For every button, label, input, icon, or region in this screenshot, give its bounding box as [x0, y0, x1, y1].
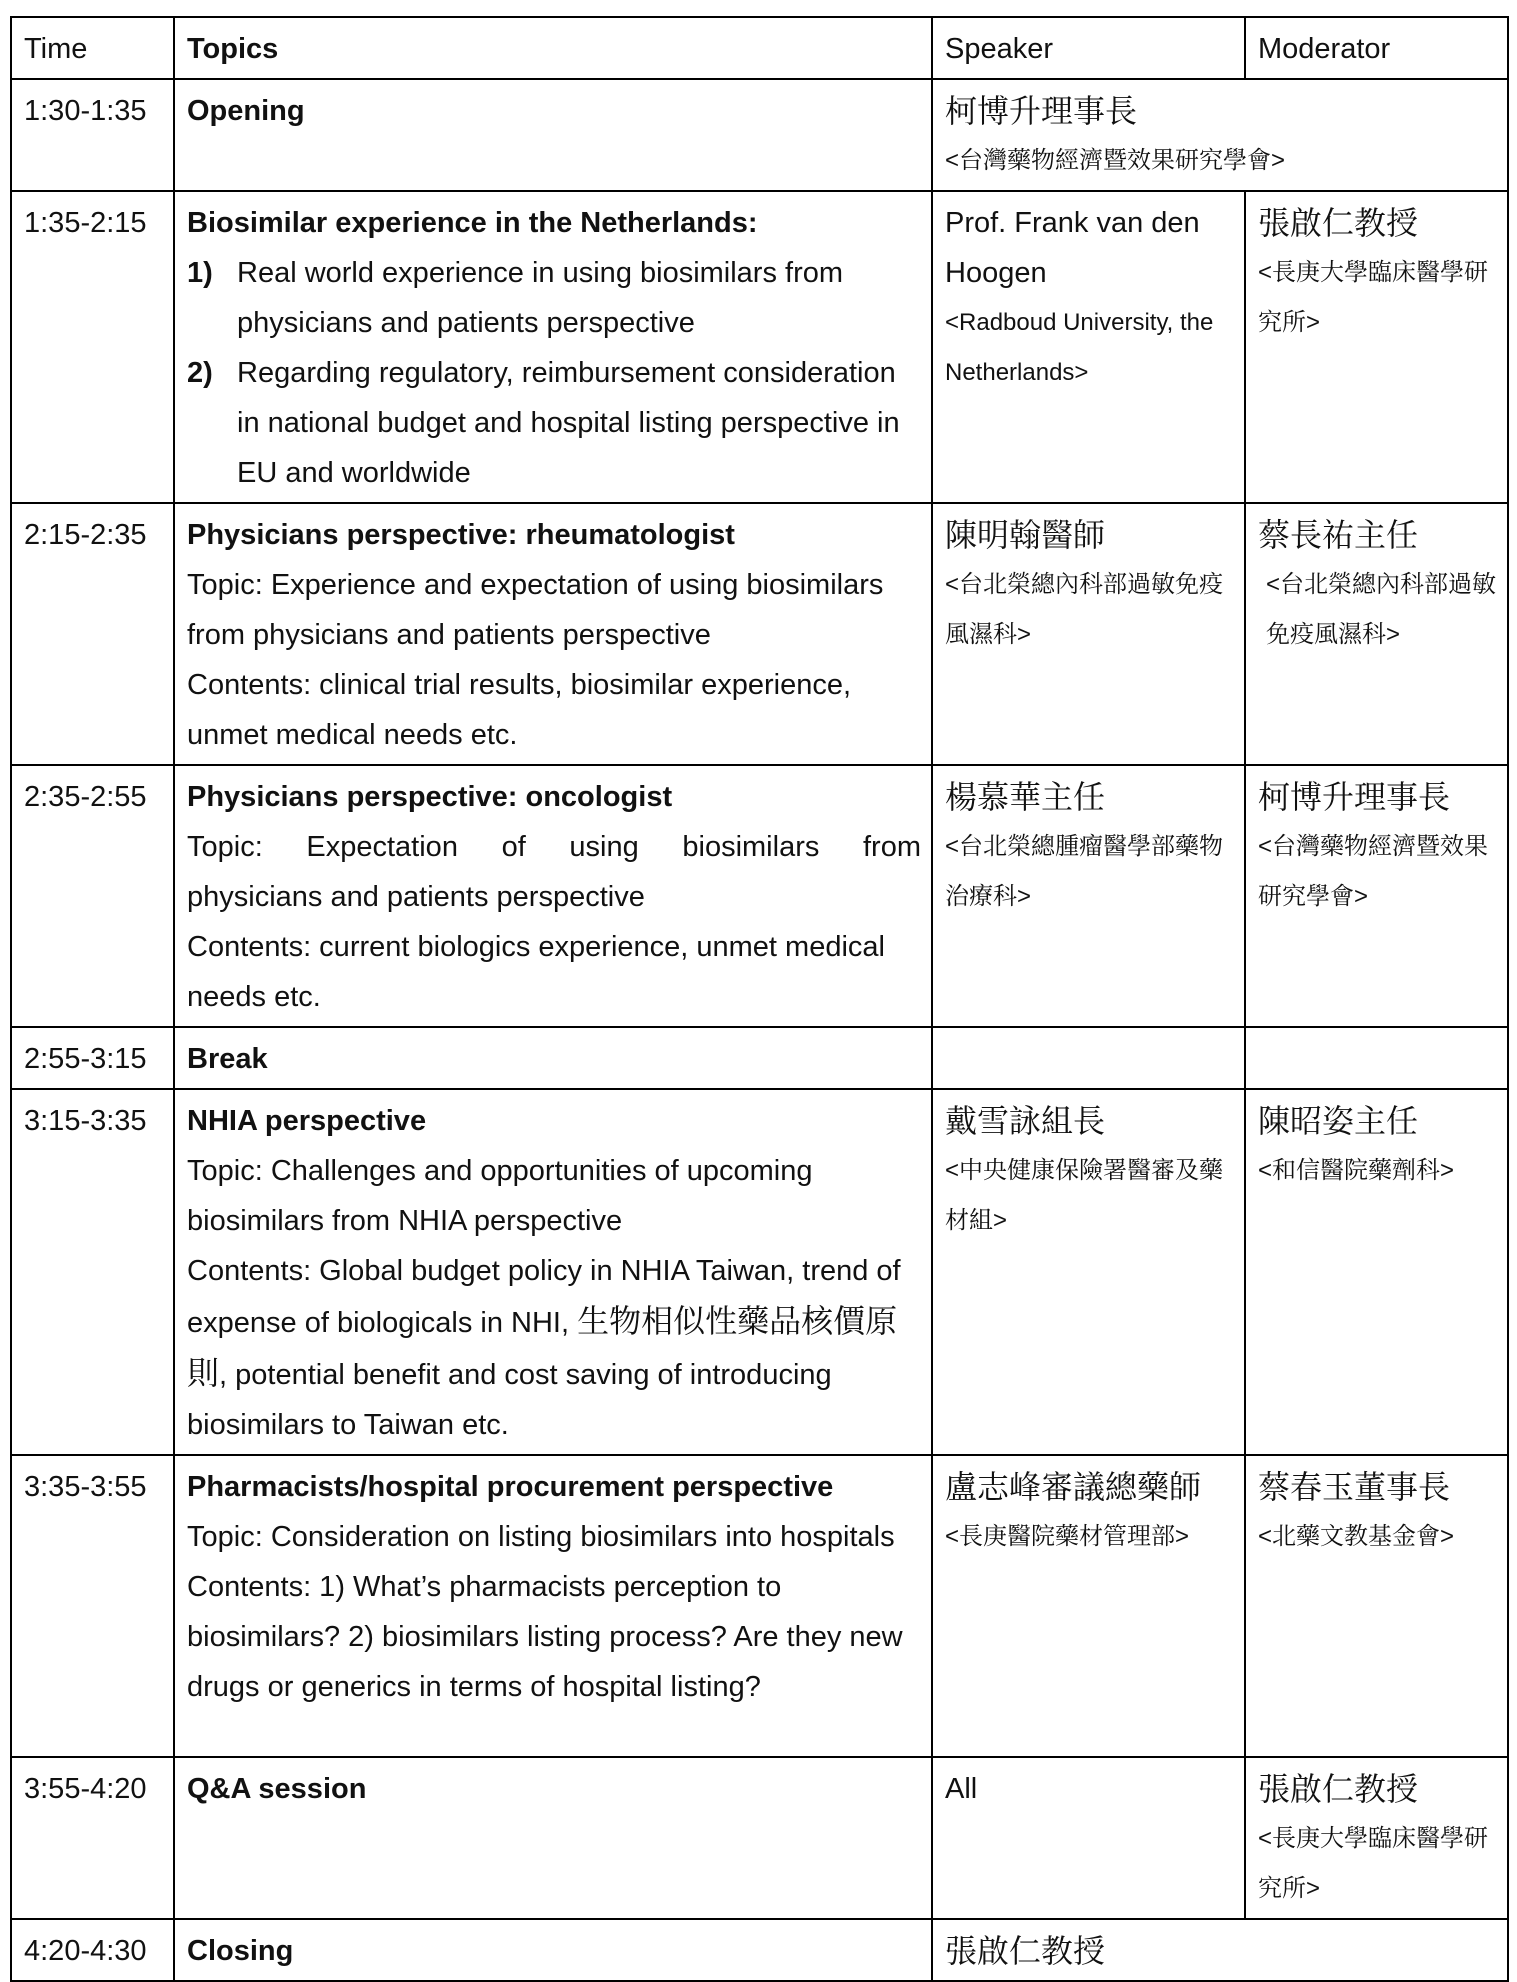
moderator-name: 張啟仁教授: [1258, 205, 1419, 241]
row-time: 2:15-2:35: [11, 503, 174, 765]
row-topic: [174, 1919, 932, 1981]
row-time: 3:15-3:35: [11, 1089, 174, 1455]
speaker-name: 張啟仁教授: [945, 1933, 1106, 1969]
list-text: Real world experience in using biosimilars from physicians and patients perspective: [237, 257, 844, 339]
speaker-name: 戴雪詠組長: [945, 1103, 1106, 1139]
row-moderator: [1245, 1089, 1508, 1455]
row-title: Pharmacists/hospital procurement perspective: [187, 1471, 834, 1503]
speaker-name: 楊慕華主任: [945, 779, 1106, 815]
topic-list: [187, 248, 921, 498]
moderator-name: 蔡長祐主任: [1258, 517, 1419, 553]
moderator-name: 張啟仁教授: [1258, 1771, 1419, 1807]
row-title: NHIA perspective: [187, 1105, 427, 1137]
row-speaker: [932, 79, 1508, 191]
row-time: 2:55-3:15: [11, 1027, 174, 1089]
row-topic: [174, 1455, 932, 1757]
speaker-name: Prof. Frank van den Hoogen: [945, 207, 1200, 289]
row-speaker: [932, 503, 1245, 765]
row-contents: Contents: 1) What’s pharmacists perception to biosimilars? 2) biosimilars listing process? Are they new drugs or generics in terms of hospital listing?: [187, 1571, 903, 1703]
moderator-name: 陳昭姿主任: [1258, 1103, 1419, 1139]
list-text: Regarding regulatory, reimbursement consideration in national budget and hospital listing perspective in EU and worldwide: [237, 357, 900, 489]
row-moderator: [1245, 765, 1508, 1027]
row-title: Biosimilar experience in the Netherlands:: [187, 207, 758, 239]
row-speaker: [932, 1455, 1245, 1757]
row-topic-text: Topic: Experience and expectation of using biosimilars from physicians and patients perspective: [187, 569, 884, 651]
row-topic-text: Topic: Expectation of using biosimilars from: [187, 831, 921, 863]
agenda-row-rheumatologist: [11, 503, 1508, 765]
row-topic: [174, 1089, 932, 1455]
contents-part-b: , potential benefit and cost saving of introducing biosimilars to Taiwan etc.: [187, 1359, 832, 1441]
row-moderator: [1245, 1455, 1508, 1757]
speaker-affiliation: <長庚醫院藥材管理部>: [945, 1523, 1190, 1550]
row-speaker: [932, 191, 1245, 503]
row-contents: Contents: clinical trial results, biosimilar experience, unmet medical needs etc.: [187, 669, 852, 751]
speaker-name: 陳明翰醫師: [945, 517, 1106, 553]
row-moderator: [1245, 1027, 1508, 1089]
moderator-affiliation: <和信醫院藥劑科>: [1258, 1157, 1455, 1184]
speaker-affiliation: <台灣藥物經濟暨效果研究學會>: [945, 147, 1286, 174]
contents-part-a: Contents: Global budget policy in NHIA Taiwan, trend of expense of biologicals in NHI,: [187, 1255, 901, 1339]
row-speaker: [932, 1757, 1245, 1919]
moderator-affiliation: <長庚大學臨床醫學研究所>: [1258, 1825, 1489, 1902]
row-speaker: [932, 1919, 1508, 1981]
row-time: 3:35-3:55: [11, 1455, 174, 1757]
header-row: [11, 17, 1508, 79]
row-contents: [187, 1246, 921, 1450]
row-time: 4:20-4:30: [11, 1919, 174, 1981]
row-topic-text: Topic: Consideration on listing biosimilars into hospitals: [187, 1521, 895, 1553]
row-topic: [174, 1757, 932, 1919]
agenda-row-opening: [11, 79, 1508, 191]
row-speaker: [932, 1089, 1245, 1455]
list-item: [187, 348, 921, 498]
speaker-affiliation: <中央健康保險署醫審及藥材組>: [945, 1157, 1224, 1234]
header-topics: Topics: [174, 17, 932, 79]
speaker-affiliation: <台北榮總內科部過敏免疫風濕科>: [945, 571, 1224, 648]
row-topic: [174, 503, 932, 765]
agenda-row-nhia: [11, 1089, 1508, 1455]
agenda-table: [10, 16, 1509, 1982]
row-time: 2:35-2:55: [11, 765, 174, 1027]
row-topic: [174, 79, 932, 191]
speaker-name: 盧志峰審議總藥師: [945, 1469, 1202, 1505]
list-item: [187, 248, 921, 348]
speaker-affiliation: <台北榮總腫瘤醫學部藥物治療科>: [945, 833, 1224, 910]
row-moderator: [1245, 503, 1508, 765]
row-title: Q&A session: [187, 1773, 367, 1805]
contents-cjk: 生物相似性藥品核價原則: [187, 1303, 898, 1391]
row-moderator: [1245, 1757, 1508, 1919]
header-moderator: Moderator: [1245, 17, 1508, 79]
row-time: 1:30-1:35: [11, 79, 174, 191]
row-topic: [174, 191, 932, 503]
agenda-row-closing: [11, 1919, 1508, 1981]
row-title: Opening: [187, 95, 305, 127]
moderator-affiliation: <台灣藥物經濟暨效果研究學會>: [1258, 833, 1489, 910]
speaker-name: 柯博升理事長: [945, 93, 1138, 129]
row-title: Physicians perspective: oncologist: [187, 781, 673, 813]
agenda-row-netherlands: [11, 191, 1508, 503]
agenda-row-oncologist: [11, 765, 1508, 1027]
moderator-affiliation: <台北榮總內科部過敏免疫風濕科>: [1266, 571, 1497, 648]
row-title: Closing: [187, 1935, 294, 1967]
row-title: Break: [187, 1043, 268, 1075]
row-topic: [174, 1027, 932, 1089]
row-title: Physicians perspective: rheumatologist: [187, 519, 735, 551]
row-contents: Contents: current biologics experience, unmet medical needs etc.: [187, 931, 885, 1013]
row-topic: [174, 765, 932, 1027]
agenda-row-break: [11, 1027, 1508, 1089]
moderator-name: 蔡春玉董事長: [1258, 1469, 1451, 1505]
agenda-row-qa: [11, 1757, 1508, 1919]
moderator-affiliation: <北藥文教基金會>: [1258, 1523, 1455, 1550]
row-topic-text: Topic: Challenges and opportunities of upcoming biosimilars from NHIA perspective: [187, 1155, 813, 1237]
agenda-row-pharmacists: [11, 1455, 1508, 1757]
row-topic-text-cont: physicians and patients perspective: [187, 881, 645, 913]
header-speaker: Speaker: [932, 17, 1245, 79]
row-time: 1:35-2:15: [11, 191, 174, 503]
speaker-name: All: [945, 1773, 978, 1805]
row-time: 3:55-4:20: [11, 1757, 174, 1919]
speaker-affiliation: <Radboud University, the Netherlands>: [945, 309, 1214, 386]
row-speaker: [932, 1027, 1245, 1089]
list-number: 1): [187, 257, 213, 289]
moderator-name: 柯博升理事長: [1258, 779, 1451, 815]
moderator-affiliation: <長庚大學臨床醫學研究所>: [1258, 259, 1489, 336]
row-speaker: [932, 765, 1245, 1027]
header-time: Time: [11, 17, 174, 79]
list-number: 2): [187, 357, 213, 389]
row-moderator: [1245, 191, 1508, 503]
